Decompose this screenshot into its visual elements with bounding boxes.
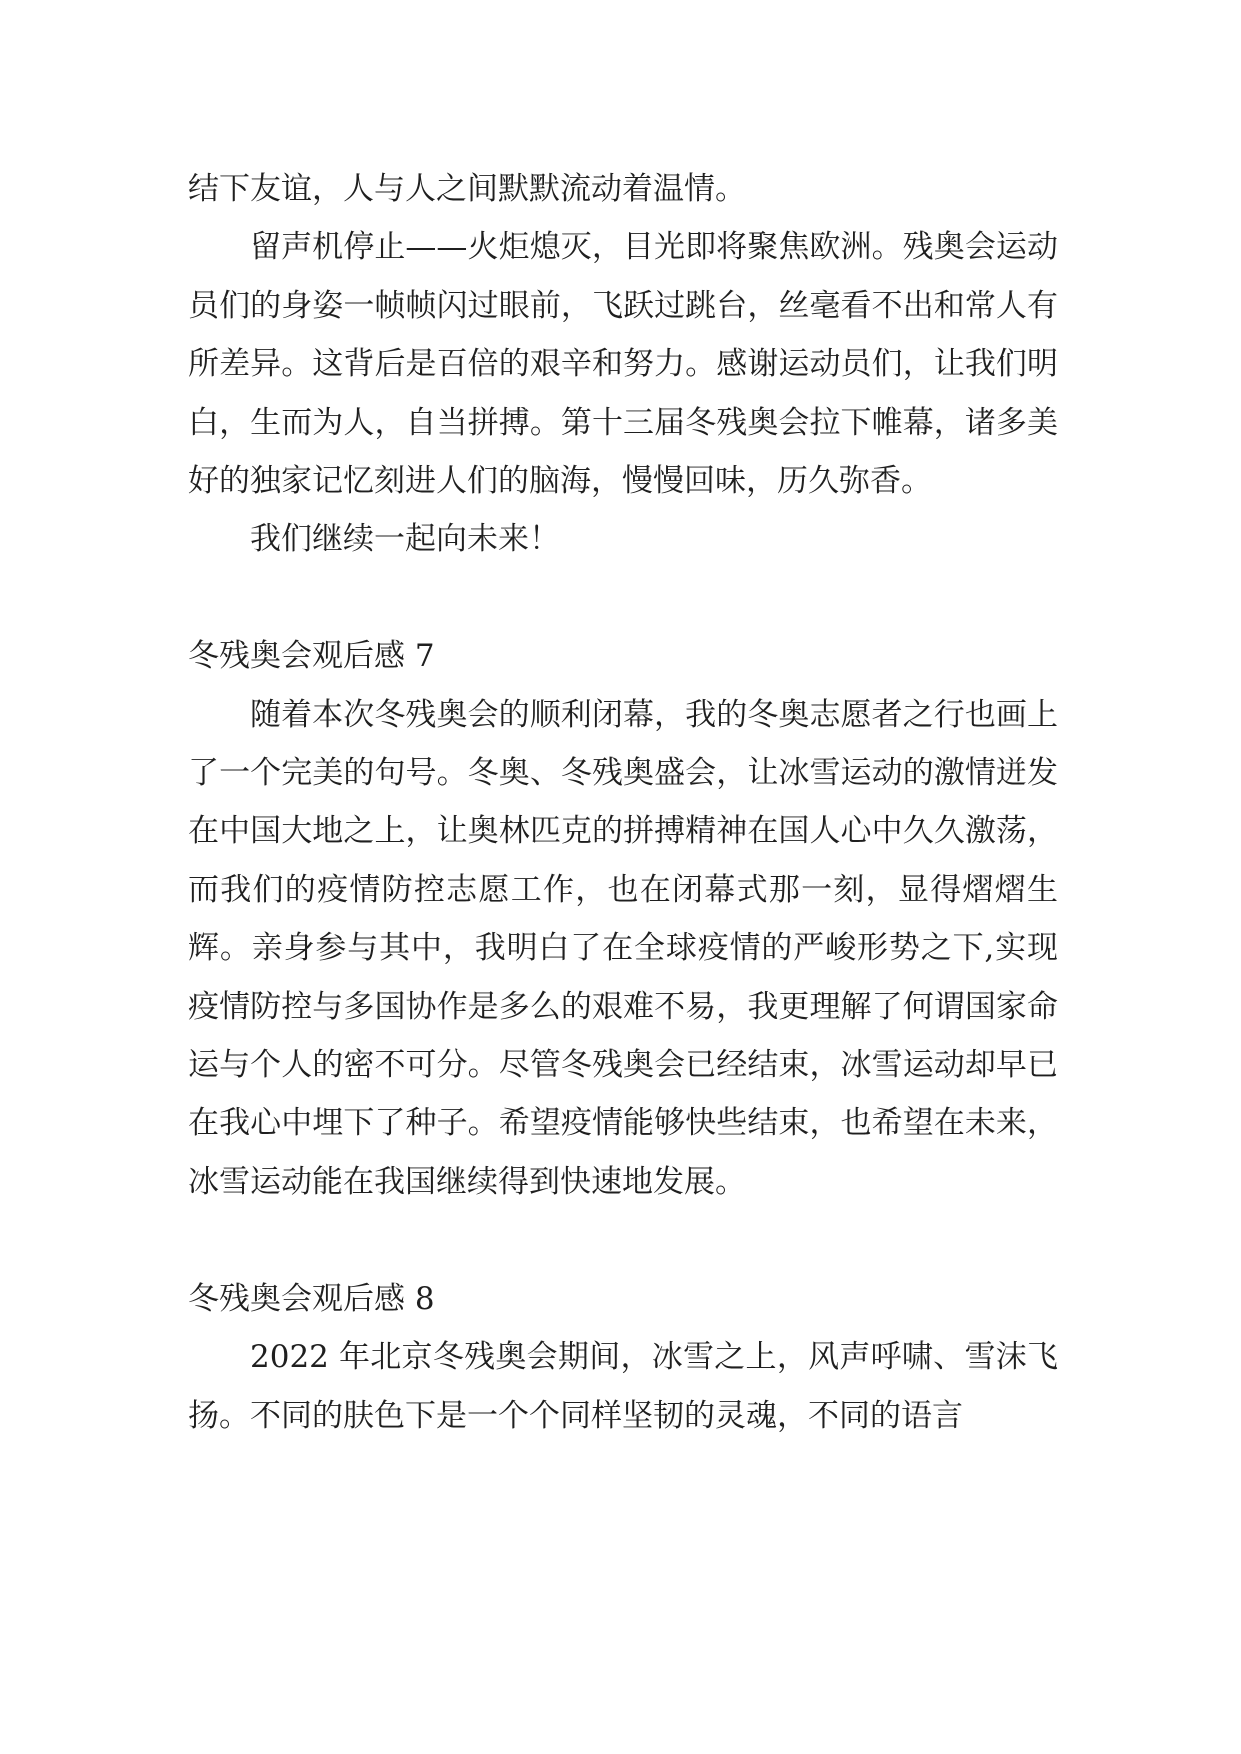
paragraph-continuation: 结下友谊，人与人之间默默流动着温情。 (188, 171, 746, 207)
section-heading-7: 冬残奥会观后感 7 (188, 638, 435, 675)
paragraph: 留声机停止——火炬熄灭，目光即将聚焦欧洲。残奥会运动员们的身姿一帧帧闪过眼前，飞跃过跳台，丝毫看不出和常人有所差异。这背后是百倍的艰辛和努力。感谢运动员们，让我们明白，生而为人，自当拼搏。第十三届冬残奥会拉下帷幕，诸多美好的独家记忆刻进人们的脑海，慢慢回味，历久弥香。 (188, 229, 1058, 500)
section-8-paragraph: 2022 年北京冬残奥会期间，冰雪之上，风声呼啸、雪沫飞扬。不同的肤色下是一个个同样坚韧的灵魂，不同的语言 (188, 1339, 1058, 1434)
section-gap (188, 1211, 1058, 1269)
section-7-paragraph: 随着本次冬残奥会的顺利闭幕，我的冬奥志愿者之行也画上了一个完美的句号。冬奥、冬残奥盛会，让冰雪运动的激情迸发在中国大地之上，让奥林匹克的拼搏精神在国人心中久久激荡，而我们的疫情防控志愿工作，也在闭幕式那一刻，显得熠熠生辉。亲身参与其中，我明白了在全球疫情的严峻形势之下,实现疫情防控与多国协作是多么的艰难不易，我更理解了何谓国家命运与个人的密不可分。尽管冬残奥会已经结束，冰雪运动却早已在我心中埋下了种子。希望疫情能够快些结束，也希望在未来，冰雪运动能在我国继续得到快速地发展。 (188, 696, 1058, 1200)
section-gap (188, 569, 1058, 627)
section-heading-8: 冬残奥会观后感 8 (188, 1280, 435, 1317)
document-body (188, 160, 1058, 1445)
paragraph: 我们继续一起向未来！ (250, 521, 560, 558)
